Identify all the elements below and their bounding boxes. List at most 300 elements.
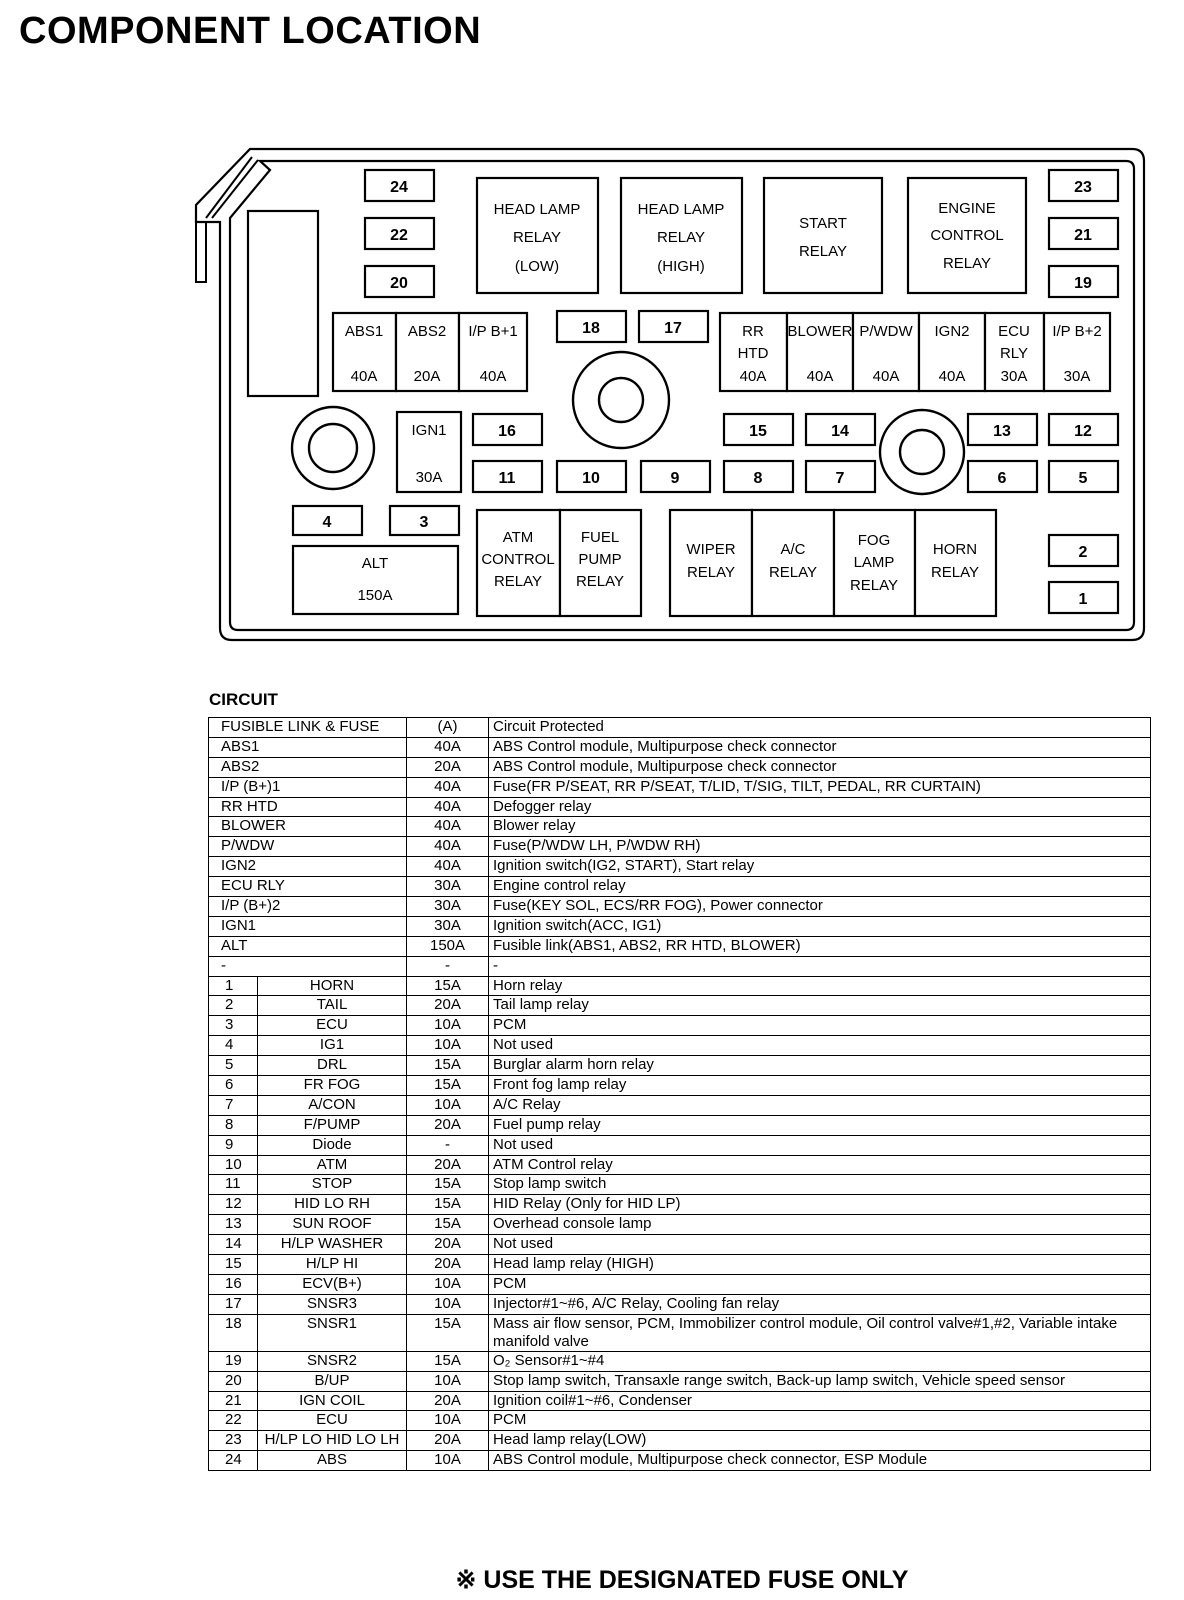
svg-text:ABS2: ABS2 [407, 323, 447, 340]
fuse-5 [1049, 461, 1118, 492]
fuse-number: 15 [209, 1255, 258, 1275]
fuse-name: STOP [258, 1175, 407, 1195]
svg-text:(LOW): (LOW) [514, 258, 560, 275]
connector-block [248, 211, 318, 396]
link-ign2 [919, 313, 985, 391]
fuse-box-diagram [0, 0, 1184, 660]
svg-text:3: 3 [419, 514, 429, 531]
fuse-20 [365, 266, 434, 297]
link-abs2 [396, 313, 459, 391]
fuse-amp: 15A [407, 976, 489, 996]
svg-text:PUMP: PUMP [578, 551, 622, 568]
svg-text:(HIGH): (HIGH) [657, 258, 705, 275]
fuse-number: 22 [209, 1411, 258, 1431]
table-row [209, 797, 1151, 817]
svg-text:16: 16 [498, 423, 516, 440]
link-amp: 30A [407, 897, 489, 917]
link-circuit: Ignition switch(ACC, IG1) [489, 916, 1151, 936]
fuse-7 [806, 461, 875, 492]
header-circuit-protected: Circuit Protected [489, 718, 1151, 738]
fuse-circuit: Head lamp relay (HIGH) [489, 1255, 1151, 1275]
fuse-number: 2 [209, 996, 258, 1016]
circuit-label: CIRCUIT [209, 690, 278, 709]
link-circuit: Fuse(FR P/SEAT, RR P/SEAT, T/LID, T/SIG, TILT, PEDAL, RR CURTAIN) [489, 777, 1151, 797]
svg-text:A/C: A/C [780, 541, 806, 558]
fuse-circuit: Injector#1~#6, A/C Relay, Cooling fan relay [489, 1294, 1151, 1314]
fuse-24 [365, 170, 434, 201]
link-ecurly [985, 313, 1044, 391]
table-row [209, 1155, 1151, 1175]
link-circuit: Fusible link(ABS1, ABS2, RR HTD, BLOWER) [489, 936, 1151, 956]
svg-text:2: 2 [1078, 544, 1088, 561]
fuse-circuit: Burglar alarm horn relay [489, 1056, 1151, 1076]
svg-text:19: 19 [1074, 275, 1092, 292]
fuse-circuit: Stop lamp switch, Transaxle range switch, Back-up lamp switch, Vehicle speed sensor [489, 1371, 1151, 1391]
fuse-number: 20 [209, 1371, 258, 1391]
fuse-13 [968, 414, 1037, 445]
svg-text:4: 4 [322, 514, 332, 531]
fuse-circuit: Mass air flow sensor, PCM, Immobilizer control module, Oil control valve#1,#2, Variable intake manifold valve [489, 1314, 1151, 1351]
svg-text:20: 20 [390, 275, 408, 292]
svg-text:I/P B+1: I/P B+1 [468, 323, 518, 340]
svg-text:HTD: HTD [737, 345, 769, 362]
svg-text:14: 14 [831, 423, 849, 440]
link-name: IGN1 [209, 916, 407, 936]
table-row [209, 1135, 1151, 1155]
fuse-21 [1049, 218, 1118, 249]
fuse-circuit: PCM [489, 1411, 1151, 1431]
table-row [209, 1451, 1151, 1471]
svg-text:20A: 20A [413, 368, 441, 385]
fuse-number: 5 [209, 1056, 258, 1076]
svg-text:WIPER: WIPER [686, 541, 736, 558]
fuse-circuit: ATM Control relay [489, 1155, 1151, 1175]
relay-start [764, 178, 882, 293]
svg-text:8: 8 [753, 470, 763, 487]
svg-text:ECU: ECU [998, 323, 1030, 340]
fuse-number: 11 [209, 1175, 258, 1195]
fuse-name: Diode [258, 1135, 407, 1155]
svg-text:ATM: ATM [502, 529, 534, 546]
relay-fuel-pump [560, 510, 641, 616]
fuse-amp: 15A [407, 1195, 489, 1215]
svg-text:40A: 40A [350, 368, 378, 385]
svg-text:FUEL: FUEL [580, 529, 620, 546]
fuse-circuit: Not used [489, 1235, 1151, 1255]
fuse-number: 24 [209, 1451, 258, 1471]
svg-text:START: START [799, 215, 847, 232]
fuse-name: HORN [258, 976, 407, 996]
fuse-number: 19 [209, 1351, 258, 1371]
fuse-warning-note: ※ USE THE DESIGNATED FUSE ONLY [455, 1566, 909, 1594]
table-row [209, 996, 1151, 1016]
fuse-circuit: A/C Relay [489, 1095, 1151, 1115]
fuse-amp: 10A [407, 1294, 489, 1314]
table-row [209, 1371, 1151, 1391]
svg-text:ENGINE: ENGINE [938, 200, 996, 217]
link-name: IGN2 [209, 857, 407, 877]
link-amp: 150A [407, 936, 489, 956]
fuse-number: 9 [209, 1135, 258, 1155]
svg-text:150A: 150A [357, 587, 393, 604]
fuse-amp: 20A [407, 996, 489, 1016]
fuse-8 [724, 461, 793, 492]
svg-text:15: 15 [749, 423, 767, 440]
fuse-amp: 10A [407, 1451, 489, 1471]
fuse-amp: 15A [407, 1215, 489, 1235]
fuse-amp: - [407, 1135, 489, 1155]
fuse-amp: 10A [407, 1274, 489, 1294]
svg-text:10: 10 [582, 470, 600, 487]
fuse-circuit: Horn relay [489, 976, 1151, 996]
fuse-name: A/CON [258, 1095, 407, 1115]
bolt-icon [880, 410, 964, 494]
svg-text:17: 17 [664, 320, 682, 337]
bolt-icon [573, 352, 669, 448]
fuse-name: H/LP HI [258, 1255, 407, 1275]
link-blower [787, 313, 853, 391]
link-circuit: Fuse(KEY SOL, ECS/RR FOG), Power connector [489, 897, 1151, 917]
fuse-number: 13 [209, 1215, 258, 1235]
link-name: ABS1 [209, 737, 407, 757]
fuse-name: ECU [258, 1411, 407, 1431]
link-name: ALT [209, 936, 407, 956]
link-ipb2 [1044, 313, 1110, 391]
fuse-14 [806, 414, 875, 445]
table-row [209, 817, 1151, 837]
svg-text:I/P B+2: I/P B+2 [1052, 323, 1102, 340]
fuse-name: F/PUMP [258, 1115, 407, 1135]
fuse-circuit: Overhead console lamp [489, 1215, 1151, 1235]
fuse-circuit: Front fog lamp relay [489, 1076, 1151, 1096]
fuse-circuit: ABS Control module, Multipurpose check connector, ESP Module [489, 1451, 1151, 1471]
svg-text:12: 12 [1074, 423, 1092, 440]
svg-text:RELAY: RELAY [575, 573, 625, 590]
table-row [209, 976, 1151, 996]
fuse-name: SUN ROOF [258, 1215, 407, 1235]
svg-text:RELAY: RELAY [686, 564, 736, 581]
svg-text:RELAY: RELAY [849, 577, 899, 594]
fuse-4 [293, 506, 362, 535]
svg-text:P/WDW: P/WDW [859, 323, 913, 340]
fuse-amp: 10A [407, 1095, 489, 1115]
fuse-name: ECV(B+) [258, 1274, 407, 1294]
table-row [209, 1056, 1151, 1076]
fuse-name: ATM [258, 1155, 407, 1175]
svg-text:23: 23 [1074, 179, 1092, 196]
relay-head-lamp-high [621, 178, 742, 293]
fuse-number: 10 [209, 1155, 258, 1175]
table-row [209, 1351, 1151, 1371]
svg-text:HORN: HORN [932, 541, 978, 558]
fuse-name: FR FOG [258, 1076, 407, 1096]
fuse-name: IG1 [258, 1036, 407, 1056]
svg-text:40A: 40A [806, 368, 834, 385]
fuse-name: SNSR1 [258, 1314, 407, 1351]
fuse-circuit: Fuel pump relay [489, 1115, 1151, 1135]
table-row [209, 877, 1151, 897]
svg-text:9: 9 [670, 470, 680, 487]
link-alt [293, 546, 458, 614]
fuse-11 [473, 461, 542, 492]
table-row [209, 897, 1151, 917]
link-circuit: Blower relay [489, 817, 1151, 837]
svg-text:21: 21 [1074, 227, 1092, 244]
link-name: ECU RLY [209, 877, 407, 897]
fuse-name: IGN COIL [258, 1391, 407, 1411]
table-row [209, 1115, 1151, 1135]
fuse-16 [473, 414, 542, 445]
relay-ac [752, 510, 834, 616]
svg-text:1: 1 [1078, 591, 1088, 608]
svg-text:40A: 40A [739, 368, 767, 385]
link-circuit: ABS Control module, Multipurpose check connector [489, 757, 1151, 777]
link-circuit: Ignition switch(IG2, START), Start relay [489, 857, 1151, 877]
table-row [209, 1391, 1151, 1411]
link-name: BLOWER [209, 817, 407, 837]
fuse-name: SNSR3 [258, 1294, 407, 1314]
link-amp: 40A [407, 817, 489, 837]
link-ipb1 [459, 313, 527, 391]
fuse-amp: 15A [407, 1076, 489, 1096]
fuse-circuit: Stop lamp switch [489, 1175, 1151, 1195]
table-row [209, 1431, 1151, 1451]
fuse-number: 18 [209, 1314, 258, 1351]
fuse-name: DRL [258, 1056, 407, 1076]
table-row [209, 1036, 1151, 1056]
link-circuit: Engine control relay [489, 877, 1151, 897]
svg-text:RELAY: RELAY [493, 573, 543, 590]
fuse-number: 12 [209, 1195, 258, 1215]
link-circuit: Fuse(P/WDW LH, P/WDW RH) [489, 837, 1151, 857]
svg-text:13: 13 [993, 423, 1011, 440]
svg-text:11: 11 [498, 470, 516, 487]
table-row [209, 1255, 1151, 1275]
svg-text:RELAY: RELAY [942, 255, 992, 272]
svg-text:ABS1: ABS1 [344, 323, 384, 340]
fuse-amp: 20A [407, 1115, 489, 1135]
fuse-circuit: Not used [489, 1036, 1151, 1056]
fuse-12 [1049, 414, 1118, 445]
table-row [209, 1016, 1151, 1036]
fuse-22 [365, 218, 434, 249]
svg-text:30A: 30A [1063, 368, 1091, 385]
fuse-amp: 10A [407, 1411, 489, 1431]
link-rrhtd [720, 313, 787, 391]
svg-text:ALT: ALT [361, 555, 389, 572]
relay-fog-lamp [834, 510, 915, 616]
table-row [209, 1274, 1151, 1294]
svg-text:7: 7 [835, 470, 845, 487]
relay-horn [915, 510, 996, 616]
fuse-circuit: PCM [489, 1016, 1151, 1036]
svg-text:FOG: FOG [857, 532, 891, 549]
svg-text:18: 18 [582, 320, 600, 337]
fuse-2 [1049, 535, 1118, 566]
fuse-15 [724, 414, 793, 445]
table-row [209, 1411, 1151, 1431]
svg-text:HEAD LAMP: HEAD LAMP [637, 201, 725, 218]
fuse-name: TAIL [258, 996, 407, 1016]
link-name: I/P (B+)2 [209, 897, 407, 917]
fuse-circuit: O₂ Sensor#1~#4 [489, 1351, 1151, 1371]
table-row [209, 1235, 1151, 1255]
fuse-circuit: Not used [489, 1135, 1151, 1155]
svg-text:30A: 30A [1000, 368, 1028, 385]
fuse-name: SNSR2 [258, 1351, 407, 1371]
relay-atm-control [477, 510, 560, 616]
table-row [209, 1195, 1151, 1215]
fuse-18 [557, 311, 626, 342]
link-amp: 40A [407, 737, 489, 757]
fuse-circuit: PCM [489, 1274, 1151, 1294]
fuse-amp: 15A [407, 1351, 489, 1371]
link-amp: 30A [407, 916, 489, 936]
fuse-amp: 20A [407, 1235, 489, 1255]
table-row [209, 1294, 1151, 1314]
svg-text:BLOWER: BLOWER [787, 323, 853, 340]
page-title: COMPONENT LOCATION [19, 10, 482, 52]
fuse-number: 1 [209, 976, 258, 996]
fuse-circuit: HID Relay (Only for HID LP) [489, 1195, 1151, 1215]
fuse-amp: 15A [407, 1175, 489, 1195]
link-amp: 40A [407, 857, 489, 877]
fuse-number: 8 [209, 1115, 258, 1135]
svg-text:RR: RR [742, 323, 764, 340]
svg-text:LAMP: LAMP [853, 554, 895, 571]
link-name: ABS2 [209, 757, 407, 777]
svg-text:RELAY: RELAY [656, 229, 706, 246]
table-row [209, 1076, 1151, 1096]
fuse-number: 14 [209, 1235, 258, 1255]
svg-text:RELAY: RELAY [768, 564, 818, 581]
fuse-amp: 10A [407, 1036, 489, 1056]
link-pwdw [853, 313, 919, 391]
table-row [209, 956, 1151, 976]
link-name: RR HTD [209, 797, 407, 817]
table-row [209, 916, 1151, 936]
table-row [209, 777, 1151, 797]
fuse-amp: 15A [407, 1314, 489, 1351]
link-name: I/P (B+)1 [209, 777, 407, 797]
fuse-23 [1049, 170, 1118, 201]
fuse-name: ECU [258, 1016, 407, 1036]
link-amp: 20A [407, 757, 489, 777]
svg-text:40A: 40A [938, 368, 966, 385]
fuse-number: 3 [209, 1016, 258, 1036]
svg-text:40A: 40A [479, 368, 507, 385]
fuse-circuit: Tail lamp relay [489, 996, 1151, 1016]
fuse-number: 6 [209, 1076, 258, 1096]
fuse-number: 21 [209, 1391, 258, 1411]
table-row [209, 837, 1151, 857]
fuse-6 [968, 461, 1037, 492]
link-name: P/WDW [209, 837, 407, 857]
svg-text:RELAY: RELAY [930, 564, 980, 581]
fuse-amp: 20A [407, 1391, 489, 1411]
fuse-circuit: Head lamp relay(LOW) [489, 1431, 1151, 1451]
fuse-name: H/LP LO HID LO LH [258, 1431, 407, 1451]
relay-head-lamp-low [477, 178, 598, 293]
header-amp: (A) [407, 718, 489, 738]
fuse-amp: 15A [407, 1056, 489, 1076]
table-row [209, 1095, 1151, 1115]
link-amp: 40A [407, 797, 489, 817]
fuse-amp: 20A [407, 1255, 489, 1275]
fuse-amp: 10A [407, 1016, 489, 1036]
fuse-name: B/UP [258, 1371, 407, 1391]
link-abs1 [333, 313, 396, 391]
fuse-amp: 10A [407, 1371, 489, 1391]
svg-text:22: 22 [390, 227, 408, 244]
table-row [209, 936, 1151, 956]
link-amp: 30A [407, 877, 489, 897]
svg-text:CONTROL: CONTROL [481, 551, 555, 568]
table-row [209, 757, 1151, 777]
fuse-number: 16 [209, 1274, 258, 1294]
svg-text:24: 24 [390, 179, 408, 196]
table-row [209, 737, 1151, 757]
fuse-number: 7 [209, 1095, 258, 1115]
fuse-17 [639, 311, 708, 342]
link-amp: 40A [407, 777, 489, 797]
fuse-name: HID LO RH [258, 1195, 407, 1215]
table-row [209, 1314, 1151, 1351]
header-fusible-link: FUSIBLE LINK & FUSE [209, 718, 407, 738]
link-amp: 40A [407, 837, 489, 857]
fuse-3 [390, 506, 459, 535]
svg-text:CONTROL: CONTROL [930, 227, 1004, 244]
table-row [209, 857, 1151, 877]
svg-text:30A: 30A [415, 469, 443, 486]
fuse-1 [1049, 582, 1118, 613]
fuse-name: H/LP WASHER [258, 1235, 407, 1255]
svg-text:IGN1: IGN1 [411, 422, 447, 439]
link-name: - [209, 956, 407, 976]
relay-wiper [670, 510, 752, 616]
fuse-number: 4 [209, 1036, 258, 1056]
fuse-name: ABS [258, 1451, 407, 1471]
svg-text:RELAY: RELAY [798, 243, 848, 260]
fuse-number: 23 [209, 1431, 258, 1451]
svg-text:IGN2: IGN2 [934, 323, 970, 340]
fuse-19 [1049, 266, 1118, 297]
link-amp: - [407, 956, 489, 976]
fuse-amp: 20A [407, 1431, 489, 1451]
svg-text:5: 5 [1078, 470, 1088, 487]
svg-text:RELAY: RELAY [512, 229, 562, 246]
bolt-icon [292, 407, 374, 489]
fuse-circuit: Ignition coil#1~#6, Condenser [489, 1391, 1151, 1411]
fuse-10 [557, 461, 626, 492]
relay-engine-control [908, 178, 1026, 293]
svg-text:40A: 40A [872, 368, 900, 385]
circuit-table [208, 717, 1151, 1471]
link-circuit: - [489, 956, 1151, 976]
fuse-number: 17 [209, 1294, 258, 1314]
svg-text:6: 6 [997, 470, 1007, 487]
link-circuit: Defogger relay [489, 797, 1151, 817]
table-row [209, 1215, 1151, 1235]
fuse-amp: 20A [407, 1155, 489, 1175]
svg-text:HEAD LAMP: HEAD LAMP [493, 201, 581, 218]
fuse-9 [641, 461, 710, 492]
table-header-row [209, 718, 1151, 738]
svg-text:RLY: RLY [999, 345, 1029, 362]
table-row [209, 1175, 1151, 1195]
link-circuit: ABS Control module, Multipurpose check connector [489, 737, 1151, 757]
link-ign1 [397, 412, 461, 492]
